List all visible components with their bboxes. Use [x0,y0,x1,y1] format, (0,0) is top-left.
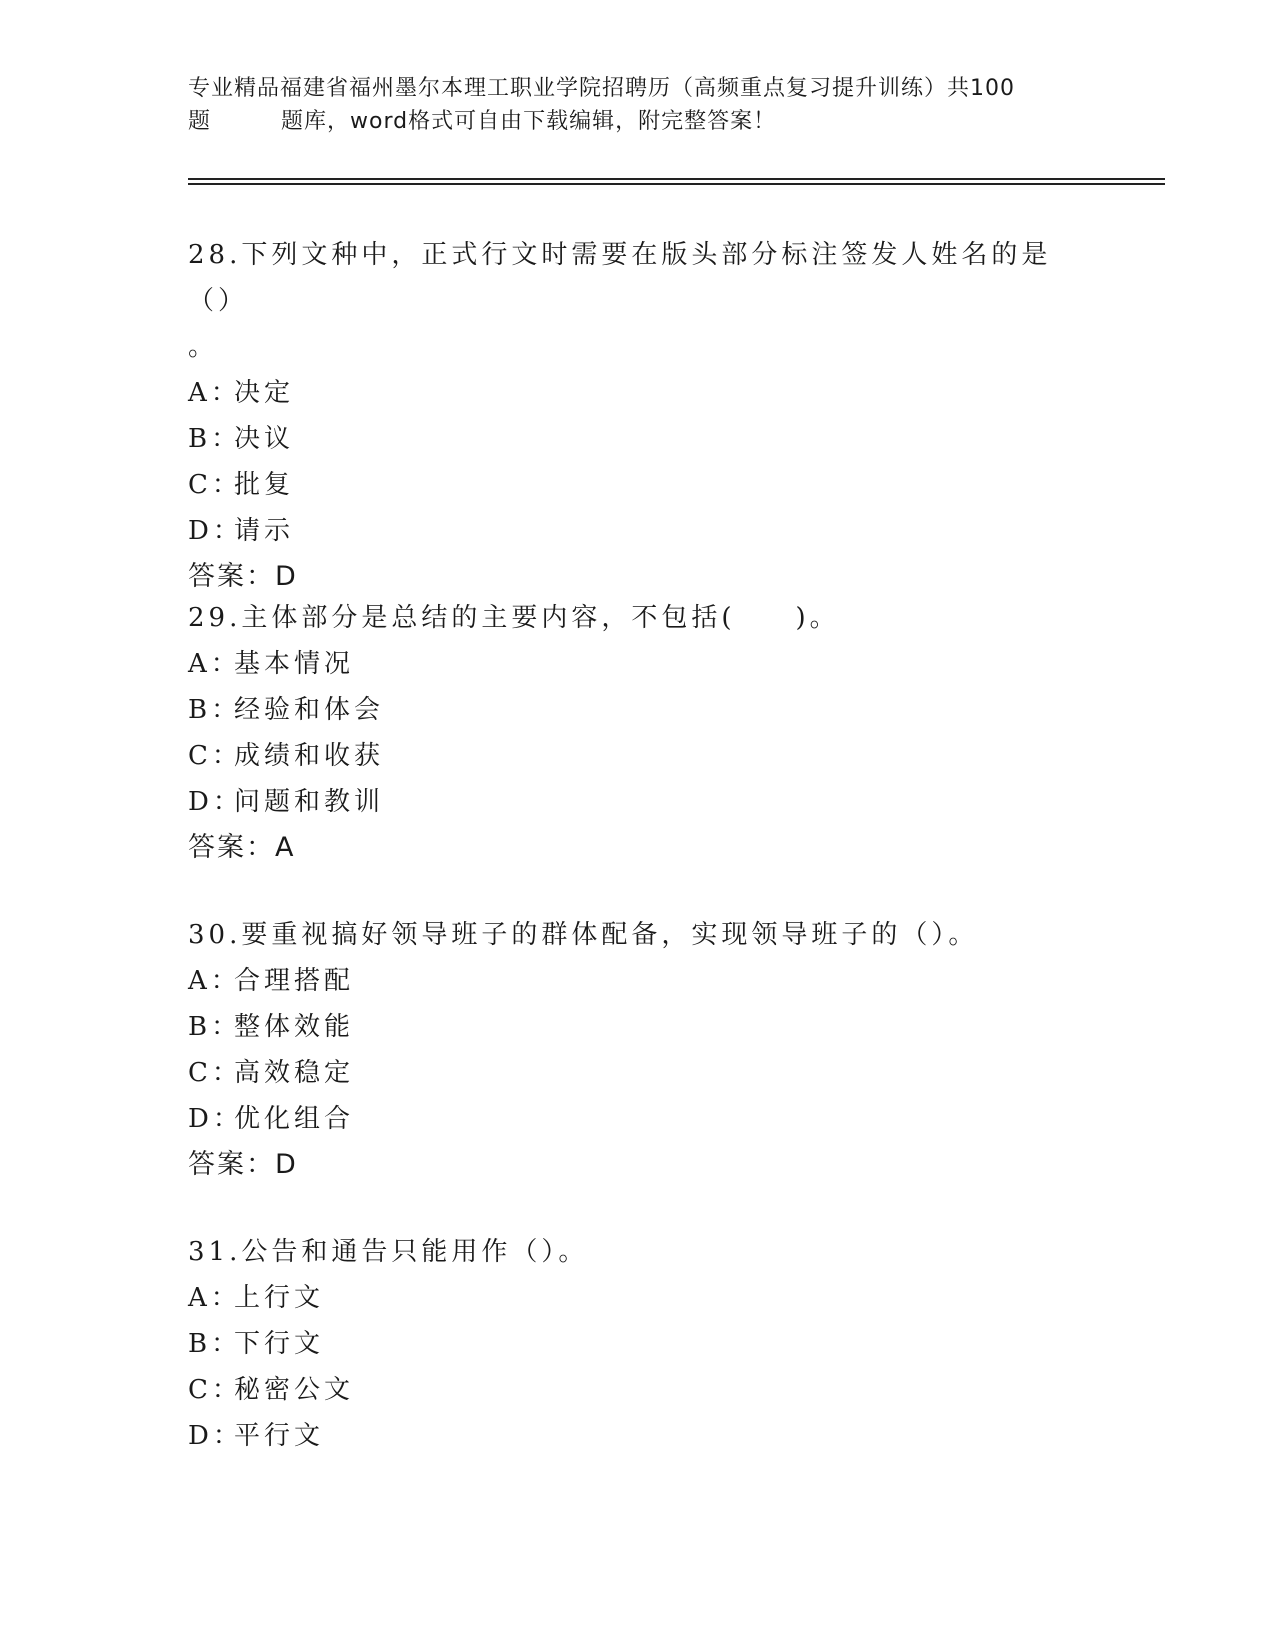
option-c [188,462,1088,508]
option-key: D： [188,516,243,546]
option-text: 合理搭配 [234,966,355,996]
header-line2-text: 题库，word格式可自由下载编辑，附完整答案！ [281,109,777,134]
header-title-line1: 专业精品福建省福州墨尔本理工职业学院招聘历（高频重点复习提升训练）共100 [188,76,1015,101]
question-stem-text: 28.下列文种中，正式行文时需要在版头部分标注签发人姓名的是（） [188,240,1052,316]
option-key: A： [188,1283,241,1313]
option-d [188,1096,1088,1142]
option-b [188,416,1088,462]
option-text: 决定 [234,378,295,408]
question-28 [188,232,1088,600]
option-key: B： [188,1329,242,1359]
option-a [188,1275,1088,1321]
option-text: 整体效能 [234,1012,355,1042]
header-line2-prefix: 题 [188,109,212,134]
option-text: 请示 [234,516,295,546]
option-text: 基本情况 [234,649,355,679]
option-key: C： [188,1058,242,1088]
header-divider-top [188,178,1165,180]
option-key: A： [188,378,241,408]
option-key: D： [188,787,243,817]
option-key: B： [188,424,242,454]
option-key: A： [188,649,241,679]
question-stem-text: 31.公告和通告只能用作（）。 [188,1237,589,1267]
header-divider-bottom [188,183,1165,185]
question-30 [188,912,1088,1188]
option-a [188,641,1088,687]
option-text: 批复 [234,470,295,500]
option-text: 问题和教训 [234,787,385,817]
option-text: 上行文 [234,1283,325,1313]
option-text: 决议 [234,424,295,454]
question-stem-text: 29.主体部分是总结的主要内容，不包括( )。 [188,603,840,633]
option-b [188,1004,1088,1050]
question-stem [188,1229,1088,1275]
option-key: B： [188,695,242,725]
header-title-line2 [188,105,1088,138]
option-text: 秘密公文 [234,1375,355,1405]
question-29 [188,595,1088,871]
option-c [188,1050,1088,1096]
question-stem [188,232,1088,370]
question-stem-continuation: 。 [188,332,219,362]
option-c [188,1367,1088,1413]
question-stem-text: 30.要重视搞好领导班子的群体配备，实现领导班子的（）。 [188,920,979,950]
option-text: 下行文 [234,1329,325,1359]
option-b [188,1321,1088,1367]
option-a [188,370,1088,416]
option-key: C： [188,1375,242,1405]
document-header [188,72,1088,138]
option-text: 成绩和收获 [234,741,385,771]
option-key: C： [188,470,242,500]
question-stem [188,595,1088,641]
option-key: D： [188,1104,243,1134]
option-a [188,958,1088,1004]
option-key: C： [188,741,242,771]
option-text: 优化组合 [234,1104,355,1134]
option-d [188,779,1088,825]
option-text: 经验和体会 [234,695,385,725]
option-b [188,687,1088,733]
option-text: 高效稳定 [234,1058,355,1088]
option-text: 平行文 [234,1421,325,1451]
answer-line: 答案：D [188,561,298,592]
option-key: B： [188,1012,242,1042]
question-31 [188,1229,1088,1459]
option-d [188,508,1088,554]
option-d [188,1413,1088,1459]
option-c [188,733,1088,779]
answer-line: 答案：D [188,1149,298,1180]
question-stem [188,912,1088,958]
option-key: D： [188,1421,243,1451]
answer-line: 答案：A [188,832,296,863]
option-key: A： [188,966,241,996]
